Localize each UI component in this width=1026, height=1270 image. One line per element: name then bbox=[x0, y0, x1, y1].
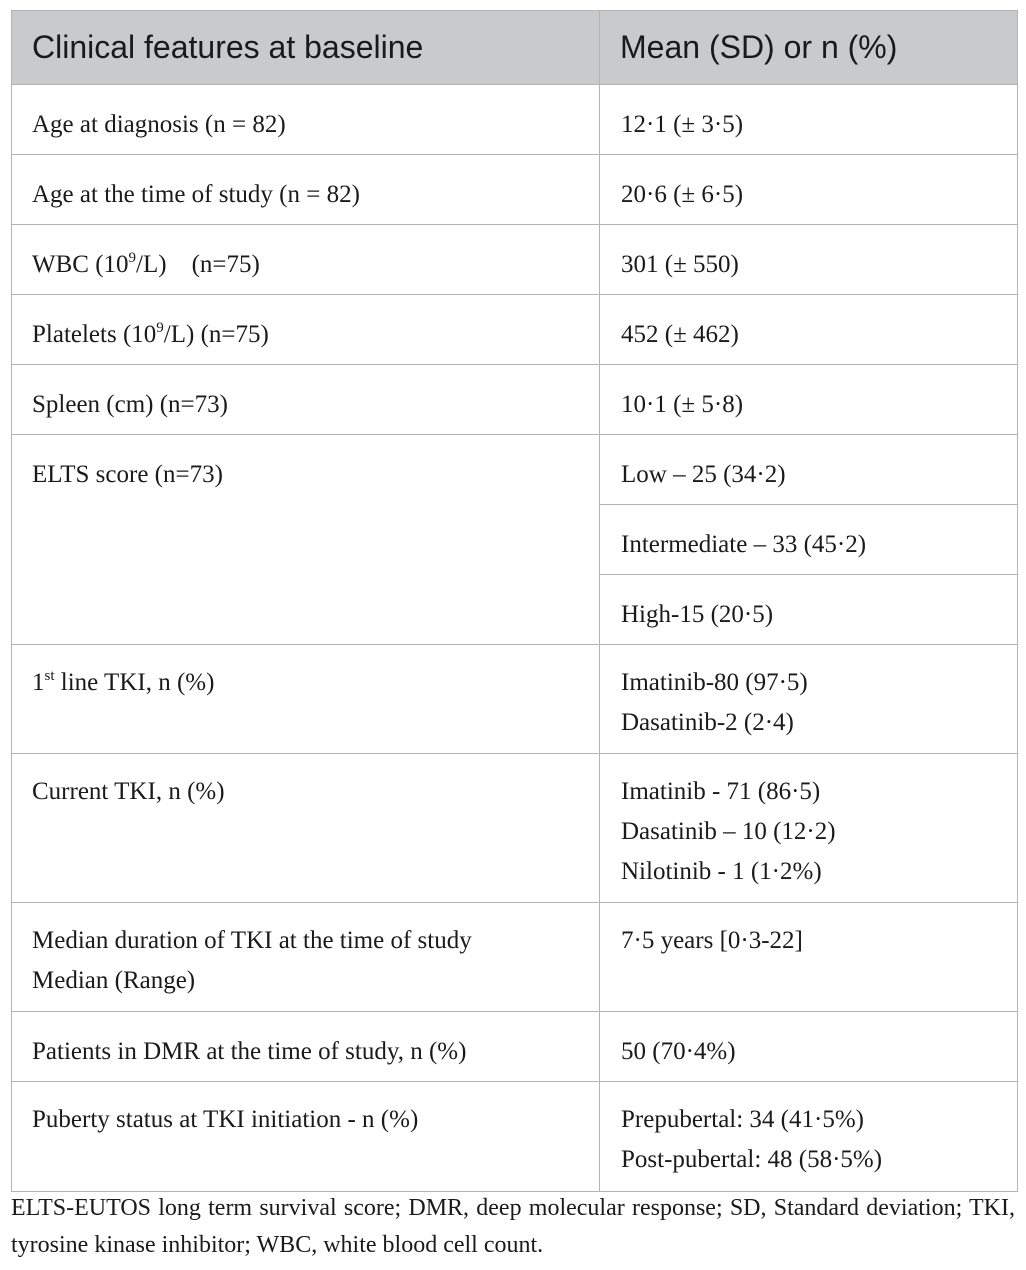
table-row bbox=[12, 1082, 1018, 1192]
value-line: Nilotinib - 1 (1·2%) bbox=[621, 858, 822, 885]
value-line: Imatinib-80 (97·5) bbox=[621, 669, 808, 696]
table-row bbox=[12, 645, 1018, 754]
row-label bbox=[12, 903, 600, 1012]
label-line: Median duration of TKI at the time of study bbox=[32, 927, 472, 954]
wbc-label-text: WBC (10 bbox=[32, 251, 129, 278]
value-line: Dasatinib-2 (2·4) bbox=[621, 709, 794, 736]
row-label bbox=[12, 295, 600, 365]
row-value: 20·6 (± 6·5) bbox=[600, 155, 1018, 225]
row-label: Age at the time of study (n = 82) bbox=[12, 155, 600, 225]
row-value bbox=[600, 1082, 1018, 1192]
row-value: 50 (70·4%) bbox=[600, 1012, 1018, 1082]
table-row bbox=[12, 435, 1018, 505]
wbc-label-unit: /L) (n=75) bbox=[136, 251, 260, 278]
value-line: Imatinib - 71 (86·5) bbox=[621, 778, 821, 805]
ordinal-suffix: st bbox=[44, 668, 55, 684]
row-label: Patients in DMR at the time of study, n (%) bbox=[12, 1012, 600, 1082]
row-label: Age at diagnosis (n = 82) bbox=[12, 85, 600, 155]
platelets-exponent: 9 bbox=[156, 320, 164, 336]
row-value: 301 (± 550) bbox=[600, 225, 1018, 295]
row-label: ELTS score (n=73) bbox=[12, 435, 600, 645]
row-value: Low – 25 (34·2) bbox=[600, 435, 1018, 505]
first-line-label-text: line TKI, n (%) bbox=[54, 669, 215, 696]
wbc-exponent: 9 bbox=[128, 250, 137, 266]
row-label: Current TKI, n (%) bbox=[12, 754, 600, 903]
row-value: Intermediate – 33 (45·2) bbox=[600, 505, 1018, 575]
value-line: Prepubertal: 34 (41·5%) bbox=[621, 1106, 864, 1133]
table-row bbox=[12, 903, 1018, 1012]
table-row bbox=[12, 155, 1018, 225]
row-value bbox=[600, 645, 1018, 754]
first-line-ordinal: 1 bbox=[32, 669, 45, 696]
platelets-label-unit: /L) (n=75) bbox=[163, 321, 269, 348]
row-value: 10·1 (± 5·8) bbox=[600, 365, 1018, 435]
clinical-features-table bbox=[11, 10, 1018, 1192]
row-value: 12·1 (± 3·5) bbox=[600, 85, 1018, 155]
row-label: Puberty status at TKI initiation - n (%) bbox=[12, 1082, 600, 1192]
value-line: Post-pubertal: 48 (58·5%) bbox=[621, 1146, 883, 1173]
column-header-values: Mean (SD) or n (%) bbox=[600, 11, 1018, 85]
platelets-label-text: Platelets (10 bbox=[32, 321, 157, 348]
table-footnote: ELTS-EUTOS long term survival score; DMR, deep molecular response; SD, Standard deviation; TKI, tyrosine kinase inhibitor; WBC, white blood cell count. bbox=[11, 1195, 1015, 1258]
row-label bbox=[12, 225, 600, 295]
column-header-features: Clinical features at baseline bbox=[12, 11, 600, 85]
row-value: 7·5 years [0·3-22] bbox=[600, 903, 1018, 1012]
table-header-row bbox=[12, 11, 1018, 85]
table-row bbox=[12, 1012, 1018, 1082]
row-label: Spleen (cm) (n=73) bbox=[12, 365, 600, 435]
table-row bbox=[12, 85, 1018, 155]
row-value bbox=[600, 754, 1018, 903]
table-row bbox=[12, 365, 1018, 435]
row-value: 452 (± 462) bbox=[600, 295, 1018, 365]
table-row bbox=[12, 754, 1018, 903]
row-label bbox=[12, 645, 600, 754]
row-value: High-15 (20·5) bbox=[600, 575, 1018, 645]
table-row bbox=[12, 225, 1018, 295]
table-row bbox=[12, 295, 1018, 365]
label-line: Median (Range) bbox=[32, 967, 196, 994]
value-line: Dasatinib – 10 (12·2) bbox=[621, 818, 836, 845]
